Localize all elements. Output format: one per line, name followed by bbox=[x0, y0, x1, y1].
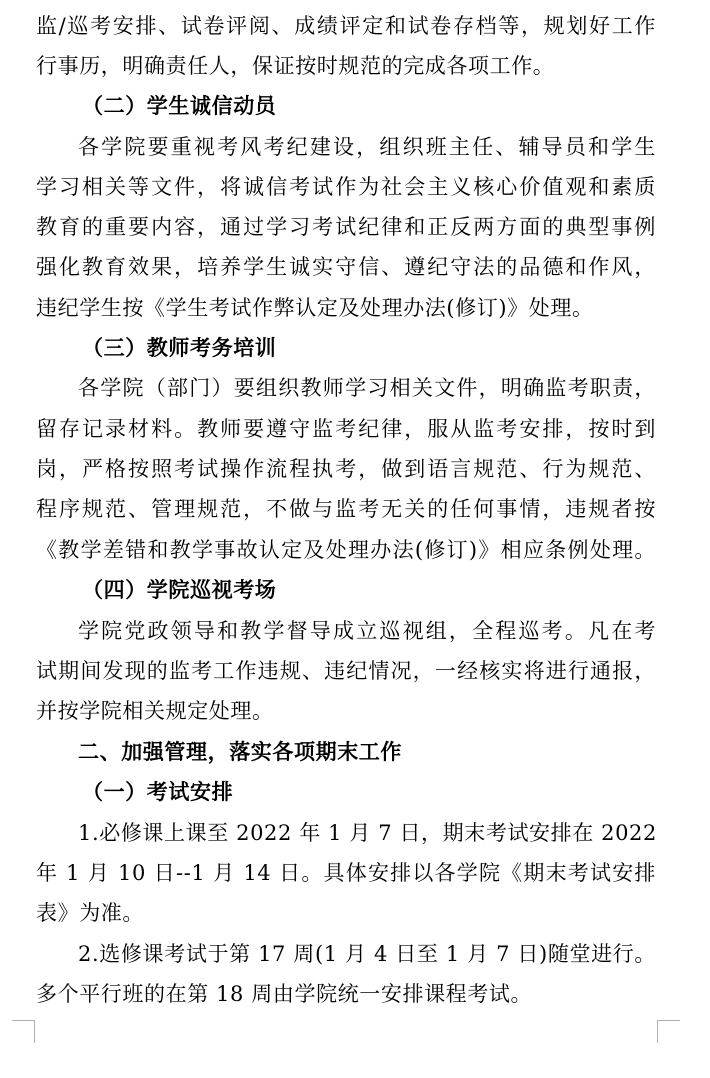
body-line: 违纪学生按《学生考试作弊认定及处理办法(修订)》处理。 bbox=[36, 296, 594, 320]
section-heading-student-integrity: （二）学生诚信动员 bbox=[82, 94, 277, 118]
page-corner-mark-right bbox=[657, 1020, 680, 1043]
body-line: 表》为准。 bbox=[36, 901, 144, 925]
body-line: 各学院要重视考风考纪建设，组织班主任、辅导员和学生 bbox=[78, 135, 656, 159]
body-line: 各学院（部门）要组织教师学习相关文件，明确监考职责， bbox=[78, 376, 656, 400]
body-line: 学院党政领导和教学督导成立巡视组，全程巡考。凡在考 bbox=[78, 619, 656, 643]
page-corner-mark-left bbox=[12, 1020, 35, 1043]
body-line: 程序规范、管理规范，不做与监考无关的任何事情，违规者按 bbox=[36, 497, 656, 521]
body-line: 2.选修课考试于第 17 周(1 月 4 日至 1 月 7 日)随堂进行。 bbox=[78, 942, 656, 966]
body-line: 1.必修课上课至 2022 年 1 月 7 日，期末考试安排在 2022 bbox=[78, 821, 657, 845]
body-line: 行事历，明确责任人，保证按时规范的完成各项工作。 bbox=[36, 54, 555, 78]
body-line: 并按学院相关规定处理。 bbox=[36, 699, 274, 723]
section-heading-exam-arrangement: （一）考试安排 bbox=[82, 780, 234, 804]
section-heading-inspection: （四）学院巡视考场 bbox=[82, 578, 277, 602]
body-line: 监/巡考安排、试卷评阅、成绩评定和试卷存档等，规划好工作 bbox=[36, 14, 656, 38]
body-line: 岗，严格按照考试操作流程执考，做到语言规范、行为规范、 bbox=[36, 457, 656, 481]
body-line: 《教学差错和教学事故认定及处理办法(修订)》相应条例处理。 bbox=[36, 538, 656, 562]
body-line: 年 1 月 10 日--1 月 14 日。具体安排以各学院《期末考试安排 bbox=[36, 861, 656, 885]
body-line: 学习相关等文件，将诚信考试作为社会主义核心价值观和素质 bbox=[36, 175, 656, 199]
body-line: 试期间发现的监考工作违规、违纪情况，一经核实将进行通报， bbox=[36, 659, 656, 683]
body-line: 留存记录材料。教师要遵守监考纪律，服从监考安排，按时到 bbox=[36, 417, 656, 441]
chapter-heading-management: 二、加强管理，落实各项期末工作 bbox=[78, 740, 402, 764]
section-heading-teacher-training: （三）教师考务培训 bbox=[82, 336, 277, 360]
body-line: 多个平行班的在第 18 周由学院统一安排课程考试。 bbox=[36, 982, 533, 1006]
body-line: 强化教育效果，培养学生诚实守信、遵纪守法的品德和作风， bbox=[36, 255, 656, 279]
body-line: 教育的重要内容，通过学习考试纪律和正反两方面的典型事例 bbox=[36, 215, 656, 239]
